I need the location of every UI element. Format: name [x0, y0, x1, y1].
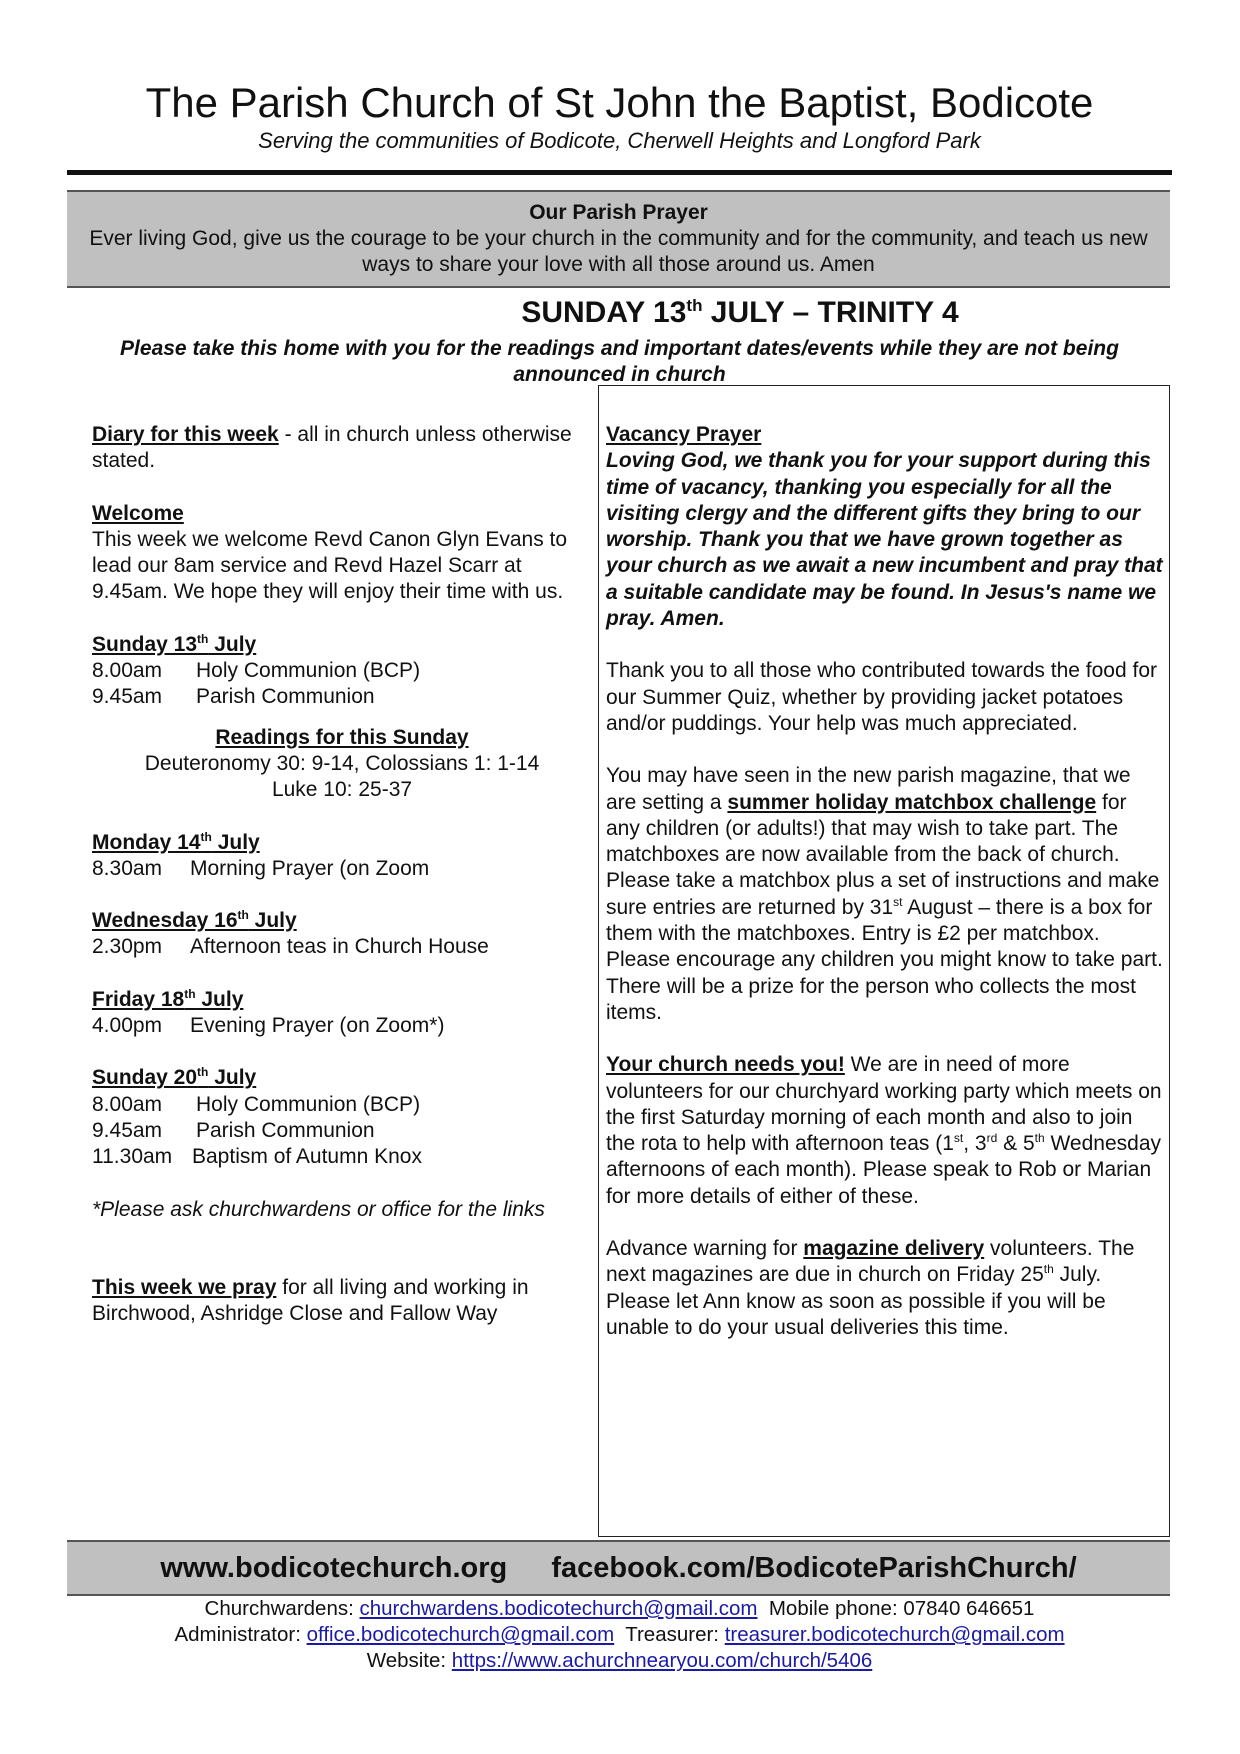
- take-home-notice: Please take this home with you for the readings and important dates/events while they are not being announced in church: [120, 337, 1119, 386]
- diary-heading: Diary for this week: [92, 423, 279, 446]
- diary-intro: [92, 422, 592, 475]
- diary-day-fri18: Friday 18th July: [92, 986, 244, 1011]
- diary-entry: 8.30am Morning Prayer (on Zoom: [92, 856, 430, 880]
- footer-links-bar: [67, 1540, 1170, 1596]
- pray-paragraph: [92, 1275, 592, 1328]
- facebook-link[interactable]: facebook.com/BodicoteParishChurch/: [551, 1552, 1077, 1584]
- diary-entry: 4.00pm Evening Prayer (on Zoom*): [92, 1014, 445, 1038]
- welcome-heading: Welcome: [92, 501, 184, 525]
- church-needs-heading: Your church needs you!: [606, 1053, 845, 1077]
- parish-prayer-text: Ever living God, give us the courage to be your church in the community and for the community, and teach us new ways to share your love with all those around us. Amen: [89, 227, 1148, 276]
- achurchnearyou-link[interactable]: https://www.achurchnearyou.com/church/5406: [451, 1649, 873, 1672]
- left-column: [92, 422, 592, 1327]
- office-email-link[interactable]: office.bodicotechurch@gmail.com: [306, 1623, 615, 1646]
- footer-contacts: [67, 1596, 1172, 1674]
- right-column: [606, 422, 1166, 1341]
- diary-day-mon14: Monday 14th July: [92, 829, 260, 854]
- treasurer-email-link[interactable]: treasurer.bodicotechurch@gmail.com: [724, 1623, 1065, 1646]
- parish-prayer-heading: Our Parish Prayer: [529, 201, 708, 224]
- website-line: Website: https://www.achurchnearyou.com/church/5406: [366, 1649, 873, 1672]
- magazine-paragraph: Advance warning for magazine delivery volunteers. The next magazines are due in church on Friday 25th July. Please let Ann know as soon as possible if you will be unable to do your usual deliveries this time.: [606, 1237, 1135, 1339]
- links-note: *Please ask churchwardens or office for the links: [92, 1197, 545, 1221]
- diary-entry: 9.45am Parish Communion: [92, 685, 375, 709]
- readings-line: Luke 10: 25-37: [271, 778, 413, 802]
- page-title: The Parish Church of St John the Baptist, Bodicote: [145, 79, 1094, 126]
- diary-day-sun13: Sunday 13th July: [92, 631, 257, 656]
- diary-entry: 2.30pm Afternoon teas in Church House: [92, 935, 489, 959]
- diary-day-wed16: Wednesday 16th July: [92, 908, 297, 933]
- churchwardens-email-link[interactable]: churchwardens.bodicotechurch@gmail.com: [359, 1597, 758, 1620]
- vacancy-prayer-heading: Vacancy Prayer: [606, 423, 762, 446]
- magazine-delivery-heading: magazine delivery: [803, 1237, 985, 1261]
- diary-entry: 11.30am Baptism of Autumn Knox: [92, 1145, 422, 1169]
- header-divider: [67, 170, 1172, 175]
- page-subtitle: Serving the communities of Bodicote, Cherwell Heights and Longford Park: [258, 128, 981, 153]
- diary-entry: 8.00am Holy Communion (BCP): [92, 1092, 421, 1116]
- administrator-line: Administrator: office.bodicotechurch@gmail.com Treasurer: treasurer.bodicotechurch@gmail.com: [174, 1623, 1065, 1646]
- readings-heading: Readings for this Sunday: [215, 725, 469, 749]
- pray-heading: This week we pray: [92, 1275, 277, 1299]
- churchwardens-line: Churchwardens: churchwardens.bodicotechurch@gmail.com Mobile phone: 07840 646651: [204, 1597, 1035, 1620]
- sunday-heading-suffix: JULY – TRINITY 4: [702, 296, 959, 329]
- welcome-text: This week we welcome Revd Canon Glyn Evans to lead our 8am service and Revd Hazel Scarr at 9.45am. We hope they will enjoy their time with us.: [92, 527, 568, 604]
- parish-prayer-box: [67, 190, 1170, 288]
- diary-entry: 9.45am Parish Communion: [92, 1118, 375, 1142]
- pray-rest: for all living and working in Birchwood, Ashridge Close and Fallow Way: [92, 1275, 529, 1326]
- website-link[interactable]: www.bodicotechurch.org: [160, 1552, 508, 1584]
- quiz-thanks-text: Thank you to all those who contributed towards the food for our Summer Quiz, whether by providing jacket potatoes and/or puddings. Your help was much appreciated.: [606, 659, 1157, 735]
- matchbox-challenge-link: summer holiday matchbox challenge: [727, 790, 1097, 814]
- diary-day-sun20: Sunday 20th July: [92, 1065, 257, 1090]
- sunday-heading: [440, 296, 1040, 330]
- church-needs-paragraph: Your church needs you! We are in need of more volunteers for our churchyard working party which meets on the first Saturday morning of each month and also to join the rota to help with afternoon teas (1st, 3rd & 5th Wednesday afternoons of each month). Please speak to Rob or Marian for more details of either of these.: [606, 1053, 1162, 1208]
- matchbox-paragraph: You may have seen in the new parish magazine, that we are setting a summer holiday matchbox challenge for any children (or adults!) that may wish to take part. The matchboxes are now available from the back of church. Please take a matchbox plus a set of instructions and make sure entries are returned by 31st August – there is a box for them with the matchboxes. Entry is £2 per matchbox. Please encourage any children you might know to take part. There will be a prize for the person who collects the most items.: [606, 764, 1163, 1024]
- diary-entry: 8.00am Holy Communion (BCP): [92, 659, 421, 683]
- diary-rest: - all in church unless otherwise stated.: [92, 423, 572, 473]
- readings-line: Deuteronomy 30: 9-14, Colossians 1: 1-14: [144, 751, 540, 775]
- sunday-heading-prefix: SUNDAY 13: [521, 296, 687, 329]
- vacancy-prayer-text: Loving God, we thank you for your support during this time of vacancy, thanking you especially for all the visiting clergy and the different gifts they bring to our worship. Thank you that we have grown together as your church as we await a new incumbent and pray that a suitable candidate may be found. In Jesus's name we pray. Amen.: [606, 449, 1163, 631]
- sunday-heading-sup: th: [686, 296, 703, 315]
